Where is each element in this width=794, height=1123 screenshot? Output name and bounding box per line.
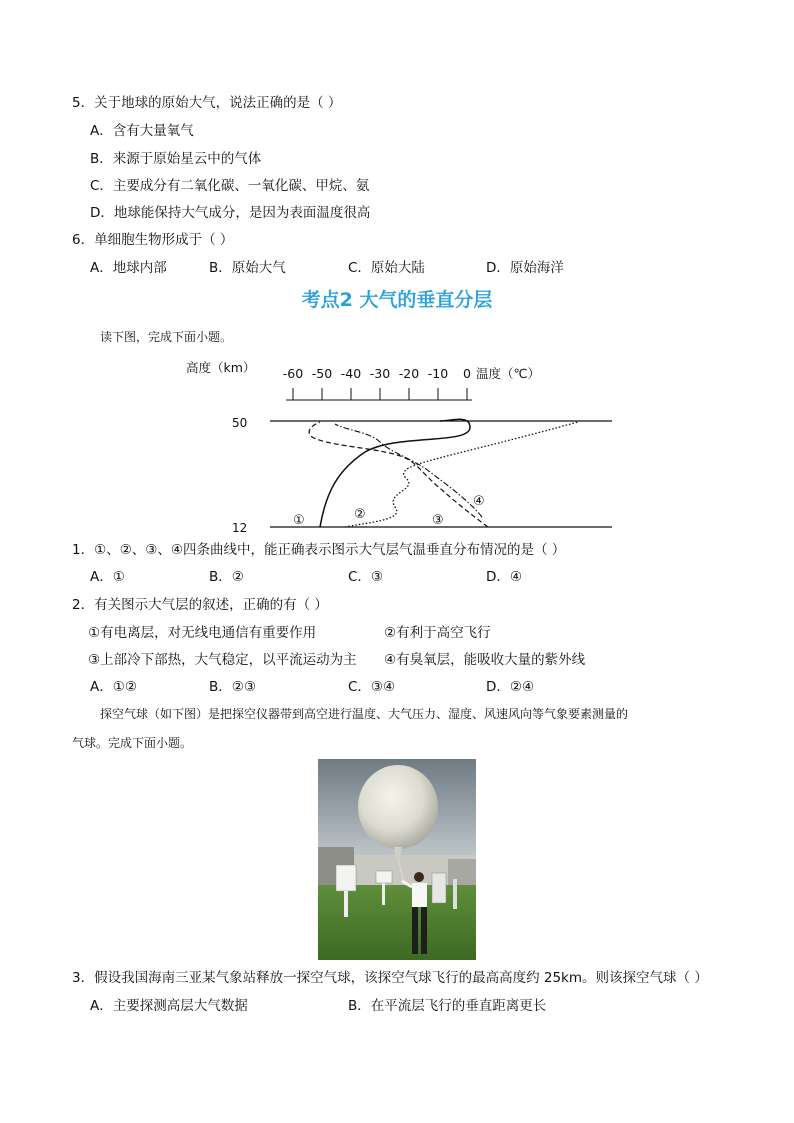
x-tick-label: -60 [282,366,304,381]
q2-stem: 2．有关图示大气层的叙述，正确的有（ ） [72,597,328,613]
intro-text-2-line2: 气球。完成下面小题。 [72,736,193,750]
q5-option-c: C．主要成分有二氧化碳、一氧化碳、甲烷、氨 [90,178,370,194]
q5-option-b: B．来源于原始星云中的气体 [90,151,262,167]
curve-2 [345,422,578,527]
q6-option-b: B．原始大气 [209,260,286,276]
q6-stem: 6．单细胞生物形成于（ ） [72,232,234,248]
q2-option-a: A．①② [90,679,137,695]
x-tick-label: -50 [311,366,333,381]
q5-stem: 5．关于地球的原始大气，说法正确的是（ ） [72,95,342,111]
q1-option-d: D．④ [486,569,522,585]
q1-option-b: B．② [209,569,244,585]
q2-options [90,678,710,696]
curve-3 [309,422,488,527]
x-tick-label: 0 [463,366,471,381]
q2-option-c: C．③④ [348,679,396,695]
x-axis-label: 温度（℃） [476,366,541,381]
q3-options [90,997,710,1015]
y-tick-12: 12 [232,521,248,534]
q5-option-d: D．地球能保持大气成分，是因为表面温度很高 [90,205,371,221]
q3-option-b: B．在平流层飞行的垂直距离更长 [348,998,547,1014]
curve-label-2: ② [354,507,366,522]
person [414,872,424,882]
q2-statement-4: ④有臭氧层，能吸收大量的紫外线 [384,652,586,668]
intro-text-1: 读下图，完成下面小题。 [100,330,233,344]
q2-statement-2: ②有利于高空飞行 [384,625,491,641]
q6-options [90,259,710,277]
q1-option-c: C．③ [348,569,384,585]
q1-stem: 1．①、②、③、④四条曲线中，能正确表示图示大气层气温垂直分布情况的是（ ） [72,542,566,558]
x-tick-label: -20 [398,366,420,381]
y-tick-50: 50 [232,416,248,430]
balloon [358,765,438,849]
q2-option-d: D．②④ [486,679,535,695]
x-tick-label: -30 [369,366,391,381]
curve-label-1: ① [293,513,305,528]
x-tick-label: -10 [427,366,449,381]
curve-label-3: ③ [432,513,444,528]
y-axis-label: 高度（km） [186,360,256,375]
q6-option-d: D．原始海洋 [486,260,564,276]
temperature-altitude-chart [180,352,620,534]
section-heading: 考点2 大气的垂直分层 [301,289,493,311]
q5-option-a: A．含有大量氧气 [90,123,194,139]
q6-option-a: A．地球内部 [90,260,167,276]
curve-label-4: ④ [473,494,485,509]
q3-option-a: A．主要探测高层大气数据 [90,998,248,1014]
q6-option-c: C．原始大陆 [348,260,425,276]
intro-text-2-line1: 探空气球（如下图）是把探空仪器带到高空进行温度、大气压力、湿度、风速风向等气象要素测量的 [100,707,629,721]
x-axis-tick-marks [293,388,467,400]
sounding-balloon-photo [318,759,476,960]
curve-1 [320,419,470,527]
q2-statement-3: ③上部冷下部热，大气稳定，以平流运动为主 [88,652,357,668]
q2-option-b: B．②③ [209,679,256,695]
q1-options [90,568,710,586]
x-axis-ticks [283,366,471,381]
q1-option-a: A．① [90,569,125,585]
q2-statement-1: ①有电离层，对无线电通信有重要作用 [88,625,317,641]
curve-4 [335,424,482,517]
x-tick-label: -40 [340,366,362,381]
q3-stem: 3．假设我国海南三亚某气象站释放一探空气球，该探空气球飞行的最高高度约 25km。则该探空气球（ ） [72,970,708,986]
